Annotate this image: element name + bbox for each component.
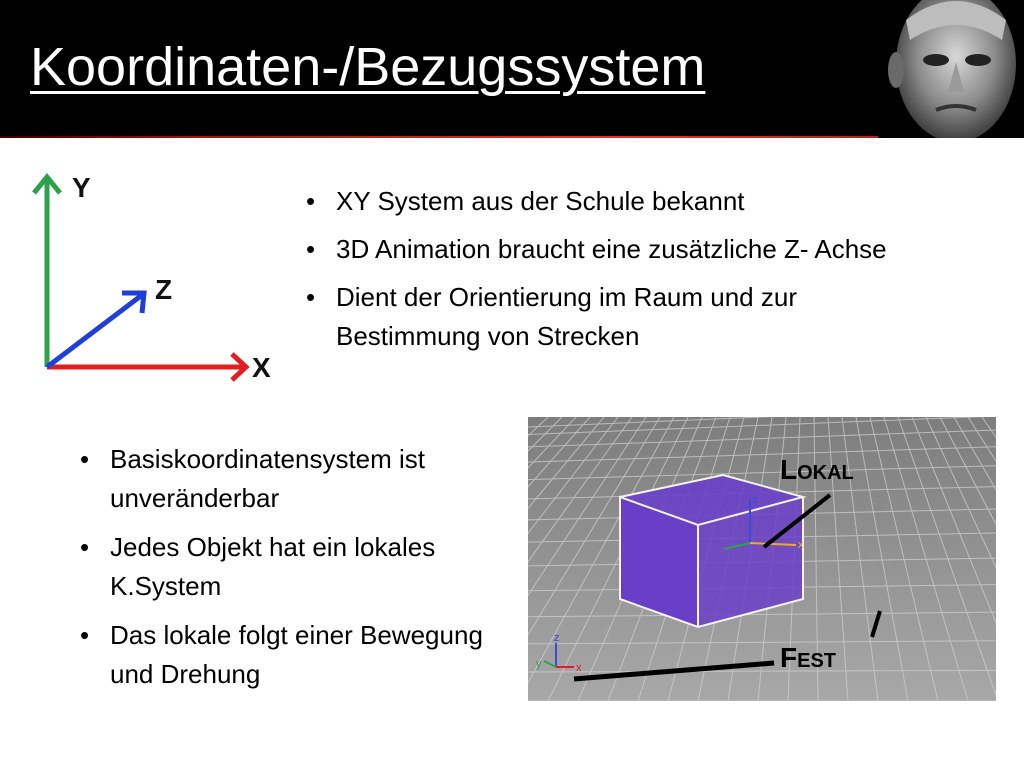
bullet-item: • Das lokale folgt einer Bewegung und Drehung bbox=[70, 616, 510, 694]
purple-cube bbox=[620, 475, 803, 627]
chrome-face-image bbox=[878, 0, 1024, 138]
bullet-item: • Dient der Orientierung im Raum und zur Bestimmung von Strecken bbox=[296, 278, 896, 356]
x-axis-label: X bbox=[252, 352, 271, 383]
y-axis-arrow bbox=[34, 177, 60, 367]
3d-render-image bbox=[528, 417, 996, 701]
gizmo-z-label: z bbox=[752, 494, 758, 506]
gizmo-x-label: x bbox=[798, 539, 804, 551]
world-gizmo-y-label: y bbox=[536, 658, 542, 670]
header-banner bbox=[0, 0, 1024, 138]
x-axis-arrow bbox=[47, 354, 246, 380]
bullet-item: • XY System aus der Schule bekannt bbox=[296, 182, 896, 221]
y-axis-label: Y bbox=[72, 172, 91, 203]
z-axis-label: Z bbox=[155, 274, 173, 305]
fixed-label: Fest bbox=[780, 642, 836, 673]
z-axis-arrow bbox=[47, 293, 144, 367]
header-accent-line bbox=[0, 136, 1024, 138]
slide-title: Koordinaten-/Bezugssystem bbox=[30, 37, 706, 97]
bullet-list-bottom bbox=[70, 440, 510, 704]
world-gizmo-z-label: z bbox=[554, 632, 560, 644]
xyz-axes-diagram bbox=[20, 165, 290, 390]
bullet-item: • Basiskoordinatensystem ist unveränderbar bbox=[70, 440, 510, 518]
world-gizmo-x-label: x bbox=[576, 662, 582, 674]
bullet-item: • Jedes Objekt hat ein lokales K.System bbox=[70, 528, 510, 606]
bullet-item: • 3D Animation braucht eine zusätzliche Z- Achse bbox=[296, 230, 896, 269]
bullet-list-top bbox=[296, 182, 896, 365]
local-label: Lokal bbox=[780, 454, 854, 485]
